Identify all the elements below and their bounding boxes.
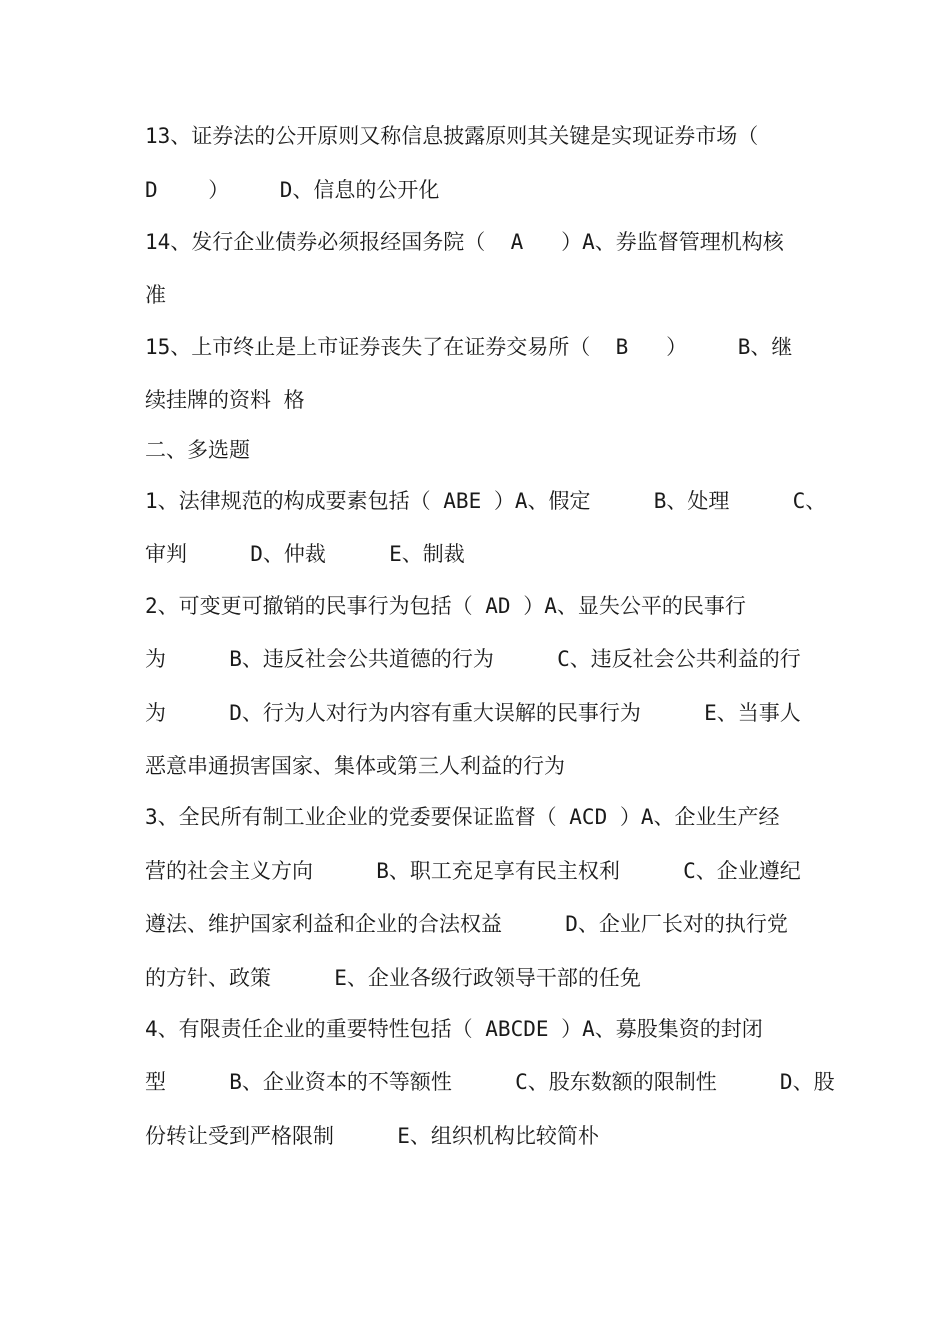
- text-line: 型 B、企业资本的不等额性 C、股东数额的限制性 D、股: [145, 1070, 835, 1094]
- text-line: 2、可变更可撤销的民事行为包括（ AD ）A、显失公平的民事行: [145, 594, 746, 618]
- text-line: 1、法律规范的构成要素包括（ ABE ）A、假定 B、处理 C、: [145, 489, 827, 513]
- text-line: 的方针、政策 E、企业各级行政领导干部的任免: [145, 966, 641, 990]
- text-line: 3、全民所有制工业企业的党委要保证监督（ ACD ）A、企业生产经: [145, 805, 780, 829]
- text-line: 营的社会主义方向 B、职工充足享有民主权利 C、企业遵纪: [145, 859, 801, 883]
- text-line: D ） D、信息的公开化: [145, 178, 440, 202]
- section-heading: 二、多选题: [145, 438, 250, 462]
- text-line: 遵法、维护国家利益和企业的合法权益 D、企业厂长对的执行党: [145, 912, 788, 936]
- text-line: 续挂牌的资料 格: [145, 388, 305, 412]
- text-line: 准: [145, 283, 166, 307]
- text-line: 审判 D、仲裁 E、制裁: [145, 542, 465, 566]
- text-line: 恶意串通损害国家、集体或第三人利益的行为: [145, 754, 565, 778]
- text-line: 为 B、违反社会公共道德的行为 C、违反社会公共利益的行: [145, 647, 801, 671]
- text-line: 13、证券法的公开原则又称信息披露原则其关键是实现证券市场（: [145, 124, 759, 148]
- text-line: 4、有限责任企业的重要特性包括（ ABCDE ）A、募股集资的封闭: [145, 1017, 763, 1041]
- text-line: 份转让受到严格限制 E、组织机构比较简朴: [145, 1124, 599, 1148]
- text-line: 15、上市终止是上市证券丧失了在证券交易所（ B ） B、继: [145, 335, 793, 359]
- text-line: 为 D、行为人对行为内容有重大误解的民事行为 E、当事人: [145, 701, 801, 725]
- text-line: 14、发行企业债券必须报经国务院（ A ）A、券监督管理机构核: [145, 230, 784, 254]
